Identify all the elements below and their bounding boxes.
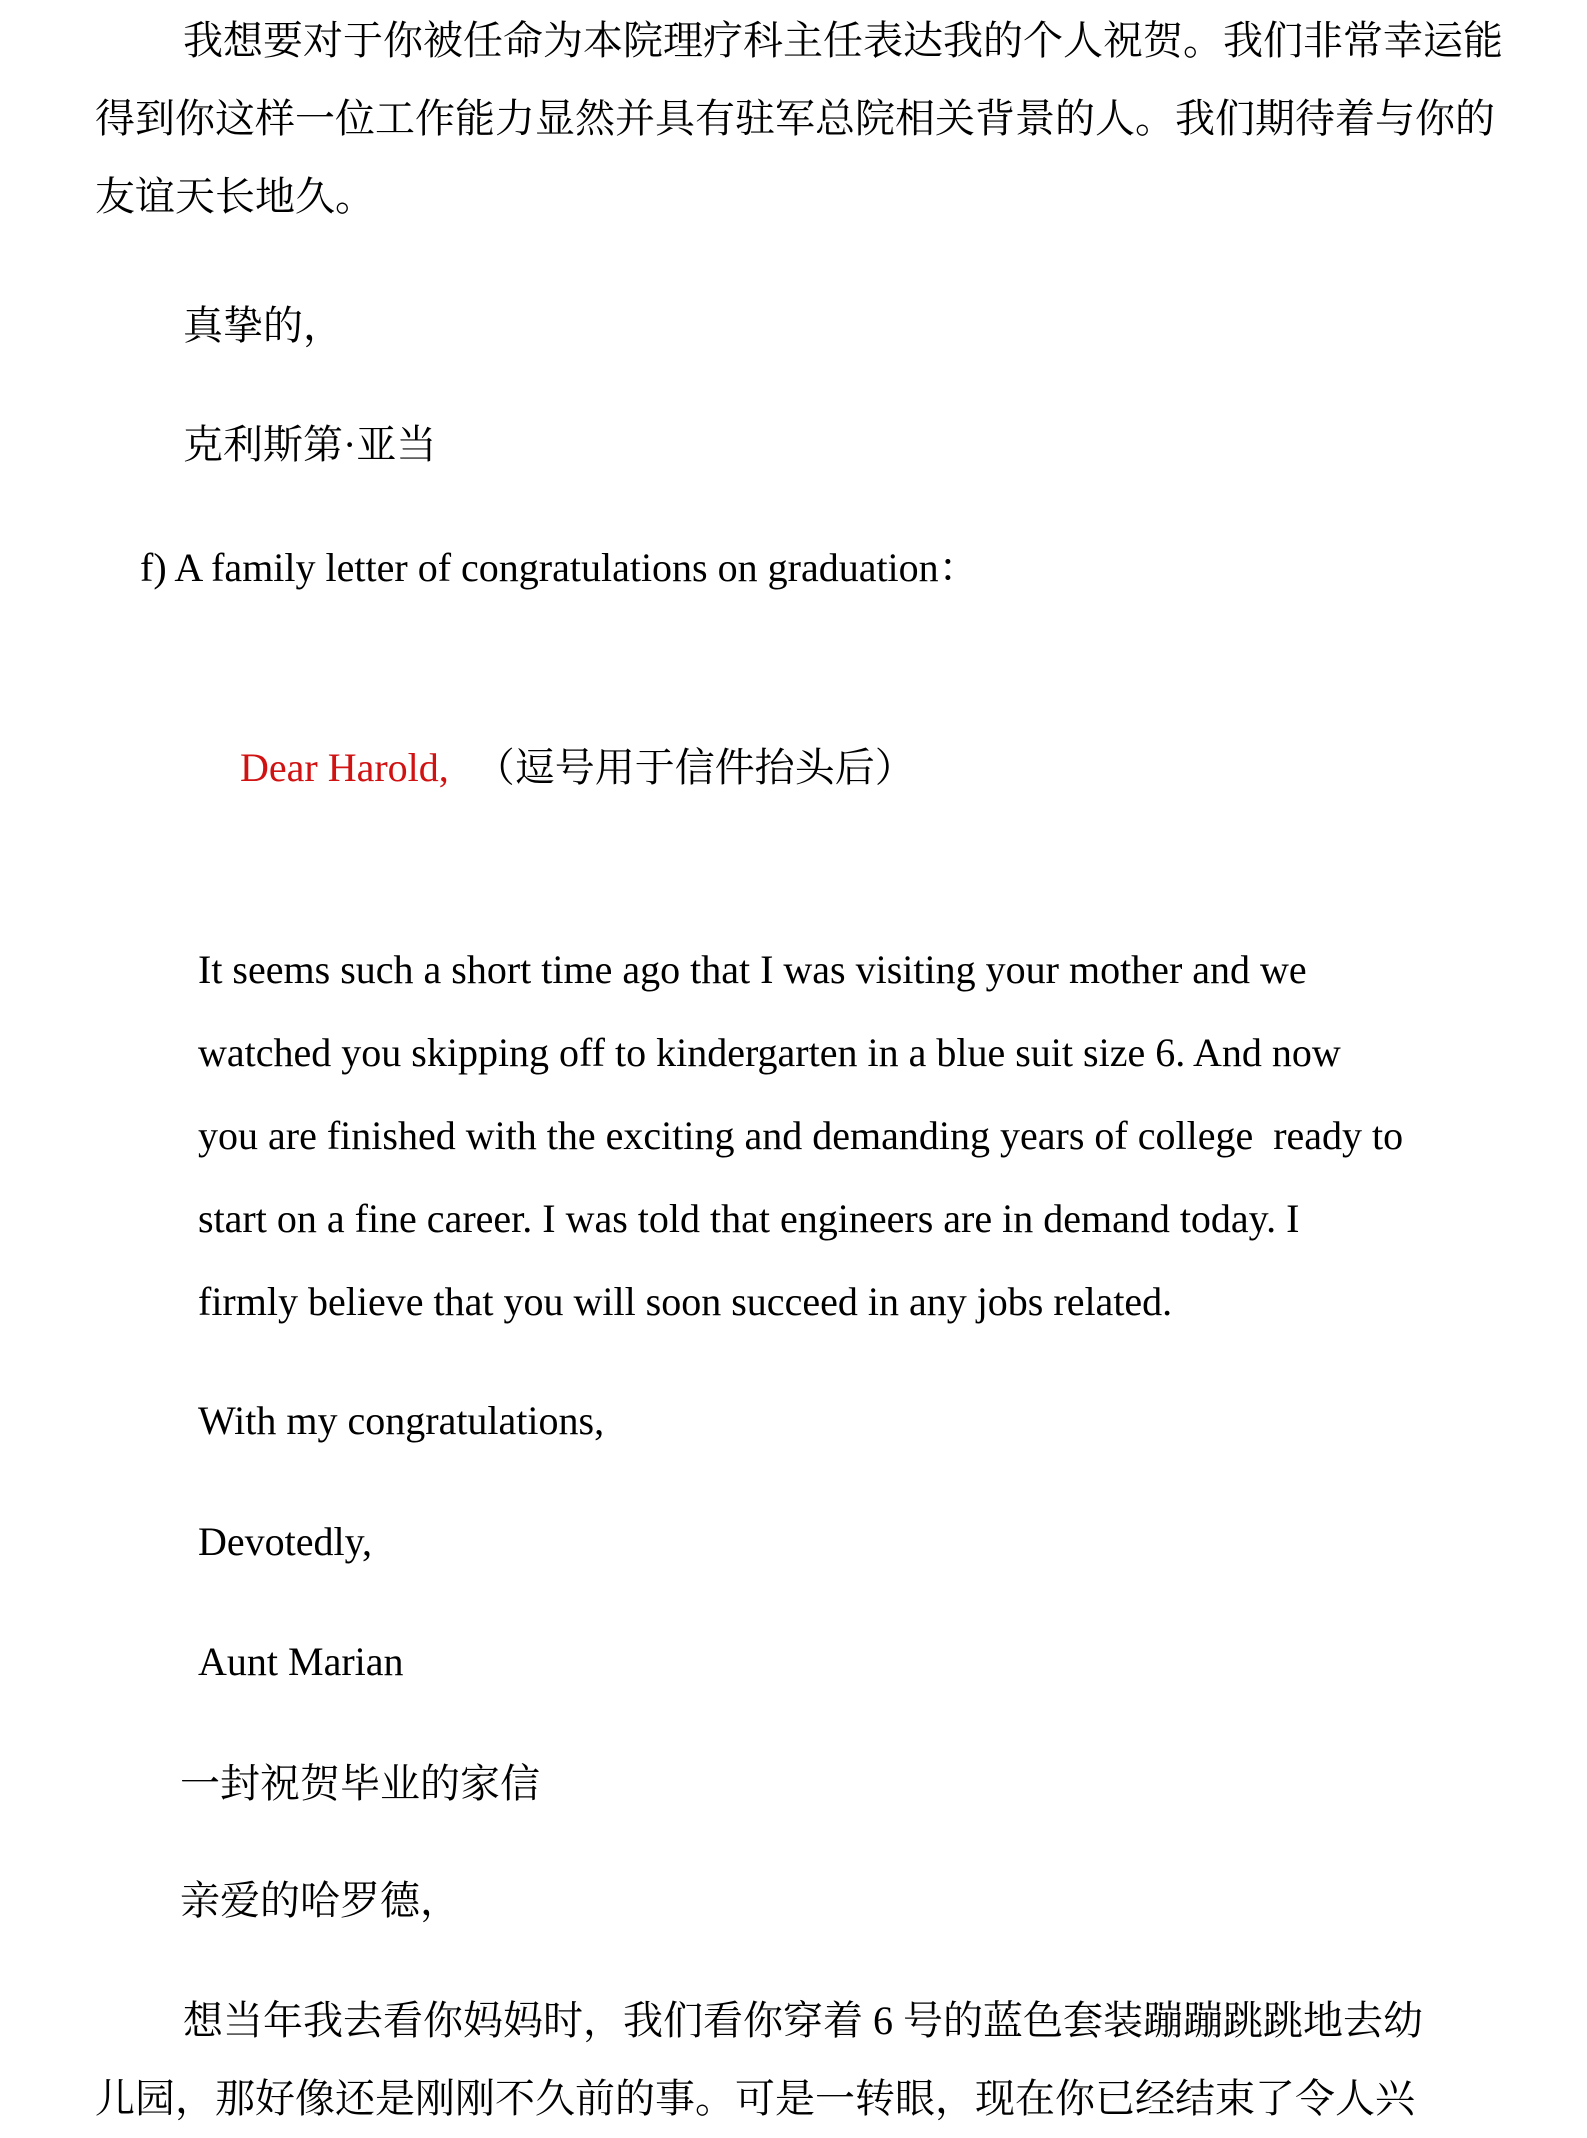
cn-letter-title xyxy=(95,1745,1490,1823)
en-closing xyxy=(95,1382,1490,1460)
salutation-line: 亲爱的哈罗德， xyxy=(180,1878,460,1923)
paragraph-line: 得到你这样一位工作能力显然并具有驻军总院相关背景的人。我们期待着与你的 xyxy=(95,96,1495,141)
en-signature xyxy=(95,1623,1490,1701)
salutation-note: （逗号用于信件抬头后） xyxy=(474,745,915,790)
letter-salutation xyxy=(95,651,1490,885)
title-line: 一封祝贺毕业的家信 xyxy=(180,1761,540,1806)
letter-line: firmly believe that you will soon succeed in any jobs related. xyxy=(198,1279,1173,1324)
cn-translation-paragraph xyxy=(95,1982,1490,2138)
signature-line: Aunt Marian xyxy=(198,1639,404,1684)
cn-signature-name xyxy=(95,406,1490,484)
paragraph-line: 我想要对于你被任命为本院理疗科主任表达我的个人祝贺。我们非常幸运能 xyxy=(183,18,1503,63)
signature-line: 克利斯第·亚当 xyxy=(183,422,437,467)
en-valediction xyxy=(95,1503,1490,1581)
salutation-line xyxy=(95,651,1490,885)
letter-line: start on a fine career. I was told that engineers are in demand today. I xyxy=(198,1196,1300,1241)
en-letter-body xyxy=(95,928,1490,1343)
heading-line: f) A family letter of congratulations on graduation： xyxy=(140,545,979,590)
closing-line: 真挚的， xyxy=(183,303,343,348)
paragraph-line: 儿园，那好像还是刚刚不久前的事。可是一转眼，现在你已经结束了令人兴 xyxy=(95,2076,1415,2121)
salutation-name-red: Dear Harold, xyxy=(240,745,449,790)
paragraph-line: 想当年我去看你妈妈时，我们看你穿着 6 号的蓝色套装蹦蹦跳跳地去幼 xyxy=(183,1998,1423,2043)
letter-line: watched you skipping off to kindergarten in a blue suit size 6. And now xyxy=(198,1030,1341,1075)
paragraph-line: 友谊天长地久。 xyxy=(95,174,375,219)
document-page xyxy=(0,2,1587,2121)
closing-line: With my congratulations, xyxy=(198,1398,605,1443)
cn-congrats-paragraph xyxy=(95,2,1503,236)
valediction-line: Devotedly, xyxy=(198,1519,373,1564)
cn-closing xyxy=(95,287,1490,365)
letter-line: It seems such a short time ago that I was visiting your mother and we xyxy=(198,947,1307,992)
cn-salutation xyxy=(95,1862,1490,1940)
letter-line: you are finished with the exciting and demanding years of college ready to xyxy=(198,1113,1404,1158)
section-heading xyxy=(95,529,1490,607)
